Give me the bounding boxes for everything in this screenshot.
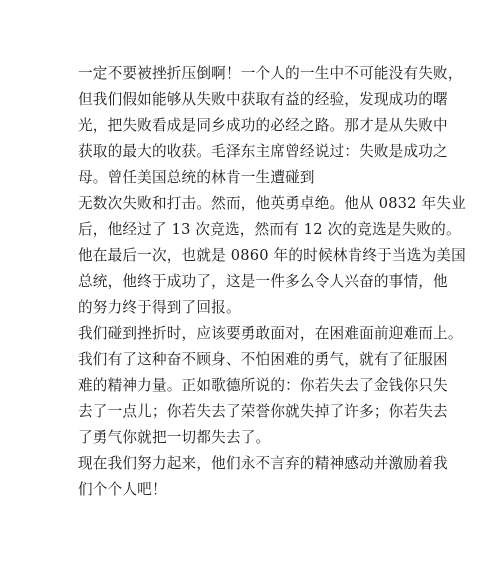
text-line-12: 我们有了这种奋不顾身、不怕困难的勇气，就有了征服困 [78, 351, 448, 368]
text-line-17: 们个个人吧！ [78, 481, 167, 498]
text-line-1: 一定不要被挫折压倒啊！一个人的一生中不可能没有失败， [78, 65, 463, 82]
text-line-9: 总统，他终于成功了，这是一件多么令人兴奋的事情，他 [78, 273, 448, 290]
text-line-11: 我们碰到挫折时，应该要勇敢面对，在困难面前迎难而上。 [78, 325, 463, 342]
text-line-13: 难的精神力量。正如歌德所说的：你若失去了金钱你只失 [78, 377, 448, 394]
text-line-14: 去了一点儿；你若失去了荣誉你就失掉了许多；你若失去 [78, 403, 448, 420]
text-line-10: 的努力终于得到了回报。 [78, 299, 241, 316]
text-line-5: 母。曾任美国总统的林肯一生遭碰到 [78, 169, 315, 186]
text-line-8: 他在最后一次，也就是 0860 年的时候林肯终于当选为美国 [78, 247, 466, 264]
text-line-4: 获取的最大的收获。毛泽东主席曾经说过：失败是成功之 [78, 143, 448, 160]
text-line-7: 后，他经过了 13 次竞选，然而有 12 次的竞选是失败的。 [78, 221, 461, 238]
text-line-16: 现在我们努力起来，他们永不言弃的精神感动并激励着我 [78, 455, 448, 472]
text-line-2: 但我们假如能够从失败中获取有益的经验，发现成功的曙 [78, 91, 448, 108]
text-line-6: 无数次失败和打击。然而，他英勇卓绝。他从 0832 年失业 [78, 195, 466, 212]
text-line-3: 光，把失败看成是同乡成功的必经之路。那才是从失败中 [78, 117, 448, 134]
text-line-15: 了勇气你就把一切都失去了。 [78, 429, 271, 446]
